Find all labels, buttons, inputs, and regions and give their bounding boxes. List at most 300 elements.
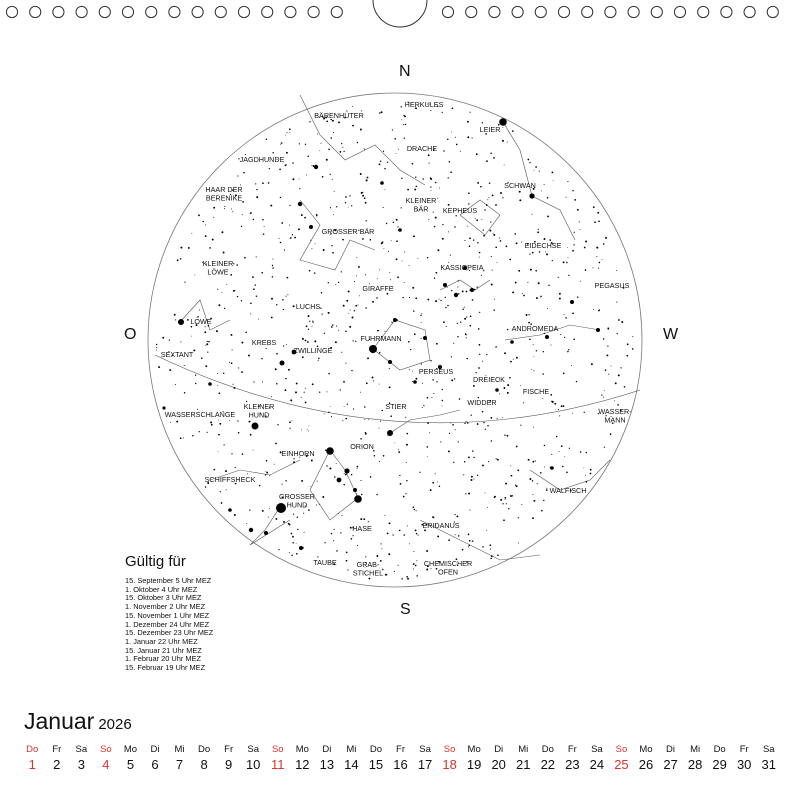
faint-star <box>394 571 395 572</box>
faint-star <box>338 330 339 331</box>
weekday-label: Mi <box>690 744 701 755</box>
faint-star <box>332 252 334 254</box>
constellation-label: STIER <box>385 402 407 411</box>
faint-star <box>469 325 471 327</box>
faint-star <box>487 507 488 508</box>
faint-star <box>230 274 232 276</box>
faint-star <box>401 178 402 179</box>
faint-star <box>336 326 337 327</box>
faint-star <box>381 242 383 244</box>
faint-star <box>457 286 458 287</box>
faint-star <box>495 204 497 206</box>
faint-star <box>207 341 208 342</box>
star <box>178 319 184 325</box>
faint-star <box>174 314 176 316</box>
day-number: 12 <box>295 757 310 772</box>
faint-star <box>493 233 494 234</box>
faint-star <box>406 462 407 463</box>
faint-star <box>180 437 182 439</box>
faint-star <box>301 397 302 398</box>
faint-star <box>490 549 491 550</box>
faint-star <box>234 387 236 389</box>
faint-star <box>364 419 365 420</box>
faint-star <box>464 240 465 241</box>
faint-star <box>412 287 414 289</box>
faint-star <box>428 154 430 156</box>
faint-star <box>162 337 164 339</box>
faint-star <box>320 308 321 309</box>
faint-star <box>237 420 238 421</box>
faint-star <box>399 530 401 532</box>
calendar-day <box>437 744 462 774</box>
faint-star <box>299 188 300 189</box>
faint-star <box>532 252 534 254</box>
faint-star <box>452 424 454 426</box>
day-number: 25 <box>614 757 629 772</box>
faint-star <box>447 139 448 140</box>
calendar-day <box>241 744 266 774</box>
faint-star <box>434 226 435 227</box>
faint-star <box>421 322 422 323</box>
faint-star <box>326 159 328 161</box>
faint-star <box>603 338 605 340</box>
faint-star <box>333 214 334 215</box>
faint-star <box>480 186 482 188</box>
faint-star <box>389 386 391 388</box>
faint-star <box>405 493 406 494</box>
faint-star <box>217 385 218 386</box>
faint-star <box>226 489 227 490</box>
faint-star <box>520 425 521 426</box>
faint-star <box>262 182 264 184</box>
faint-star <box>344 406 345 407</box>
faint-star <box>221 502 223 504</box>
faint-star <box>455 429 456 430</box>
faint-star <box>559 293 561 295</box>
faint-star <box>485 429 486 430</box>
faint-star <box>261 272 263 274</box>
faint-star <box>473 239 474 240</box>
faint-star <box>416 533 418 535</box>
faint-star <box>195 375 196 376</box>
weekday-label: So <box>443 744 456 755</box>
calendar-day <box>634 744 659 774</box>
faint-star <box>559 298 561 300</box>
faint-star <box>439 299 440 300</box>
calendar-day <box>94 744 119 774</box>
faint-star <box>241 226 242 227</box>
faint-star <box>453 343 454 344</box>
faint-star <box>398 149 399 150</box>
faint-star <box>491 256 492 257</box>
faint-star <box>413 563 415 565</box>
faint-star <box>276 383 278 385</box>
faint-star <box>431 397 432 398</box>
day-number: 14 <box>344 757 359 772</box>
faint-star <box>352 317 354 319</box>
faint-star <box>346 552 348 554</box>
faint-star <box>387 162 388 163</box>
faint-star <box>319 504 320 505</box>
constellation-line <box>373 320 430 370</box>
faint-star <box>568 257 569 258</box>
faint-star <box>458 535 460 537</box>
faint-star <box>403 124 404 125</box>
faint-star <box>216 330 218 332</box>
faint-star <box>497 554 499 556</box>
calendar-day <box>315 744 340 774</box>
star <box>309 225 313 229</box>
star <box>208 382 212 386</box>
faint-star <box>437 198 438 199</box>
faint-star <box>465 493 466 494</box>
faint-star <box>454 378 455 379</box>
faint-star <box>309 270 311 272</box>
faint-star <box>280 197 281 198</box>
faint-star <box>422 383 423 384</box>
faint-star <box>220 491 221 492</box>
faint-star <box>250 212 252 214</box>
faint-star <box>527 159 529 161</box>
constellation-line <box>310 450 358 520</box>
faint-star <box>552 260 553 261</box>
faint-star <box>467 121 469 123</box>
faint-star <box>271 317 273 319</box>
faint-star <box>275 368 277 370</box>
faint-star <box>297 529 298 530</box>
faint-star <box>572 250 574 252</box>
faint-star <box>513 359 514 360</box>
star <box>380 181 384 185</box>
faint-star <box>281 142 283 144</box>
faint-star <box>423 405 424 406</box>
faint-star <box>295 391 297 393</box>
faint-star <box>338 121 340 123</box>
faint-star <box>269 475 270 476</box>
faint-star <box>396 258 398 260</box>
faint-star <box>341 352 342 353</box>
faint-star <box>305 388 306 389</box>
faint-star <box>495 346 497 348</box>
faint-star <box>281 222 283 224</box>
calendar-day <box>609 744 634 774</box>
faint-star <box>483 422 484 423</box>
faint-star <box>334 476 335 477</box>
faint-star <box>414 509 416 511</box>
faint-star <box>208 341 210 343</box>
faint-star <box>468 192 470 194</box>
constellation-label: ZWILLINGE <box>293 346 333 355</box>
faint-star <box>449 433 450 434</box>
faint-star <box>577 209 579 211</box>
faint-star <box>482 122 483 123</box>
faint-star <box>499 393 500 394</box>
faint-star <box>559 451 560 452</box>
constellation-label: GROSSER HUND <box>279 492 315 510</box>
faint-star <box>539 171 540 172</box>
faint-star <box>328 412 329 413</box>
faint-star <box>559 415 560 416</box>
faint-star <box>464 318 466 320</box>
faint-star <box>547 197 549 199</box>
faint-star <box>304 392 305 393</box>
faint-star <box>401 207 402 208</box>
calendar-day <box>536 744 561 774</box>
calendar-day <box>658 744 683 774</box>
constellation-line <box>440 280 490 290</box>
faint-star <box>266 460 268 462</box>
faint-star <box>249 421 251 423</box>
weekday-label: So <box>100 744 112 755</box>
faint-star <box>532 214 533 215</box>
faint-star <box>516 242 518 244</box>
faint-star <box>537 231 539 233</box>
faint-star <box>322 176 324 178</box>
faint-star <box>624 386 626 388</box>
faint-star <box>485 492 486 493</box>
faint-star <box>225 470 227 472</box>
faint-star <box>550 467 551 468</box>
faint-star <box>447 287 448 288</box>
calendar-day <box>167 744 192 774</box>
faint-star <box>551 345 552 346</box>
calendar-day <box>69 744 94 774</box>
faint-star <box>457 336 458 337</box>
faint-star <box>177 259 179 261</box>
faint-star <box>533 500 535 502</box>
faint-star <box>205 486 206 487</box>
faint-star <box>597 212 599 214</box>
faint-star <box>551 454 552 455</box>
faint-star <box>566 197 567 198</box>
faint-star <box>286 152 288 154</box>
faint-star <box>250 303 252 305</box>
faint-star <box>405 417 406 418</box>
faint-star <box>410 349 411 350</box>
constellation-label: ANDROMEDA <box>511 324 559 333</box>
faint-star <box>347 404 348 405</box>
faint-star <box>307 341 309 343</box>
faint-star <box>224 208 225 209</box>
faint-star <box>205 365 207 367</box>
faint-star <box>315 243 316 244</box>
faint-star <box>455 514 456 515</box>
faint-star <box>435 300 437 302</box>
faint-star <box>326 391 327 392</box>
faint-star <box>384 331 385 332</box>
star <box>228 508 232 512</box>
faint-star <box>626 355 628 357</box>
calendar-days-row <box>20 744 780 784</box>
faint-star <box>445 297 446 298</box>
faint-star <box>472 450 473 451</box>
faint-star <box>601 394 602 395</box>
constellation-label: BÄRENHÜTER <box>314 111 364 120</box>
faint-star <box>213 217 214 218</box>
faint-star <box>618 319 620 321</box>
faint-star <box>466 291 468 293</box>
faint-star <box>423 178 424 179</box>
constellation-label: KASSIOPEIA <box>440 263 484 272</box>
faint-star <box>238 432 240 434</box>
faint-star <box>399 475 400 476</box>
faint-star <box>479 354 480 355</box>
faint-star <box>258 319 259 320</box>
faint-star <box>365 202 367 204</box>
faint-star <box>493 157 495 159</box>
faint-star <box>365 307 366 308</box>
faint-star <box>341 143 342 144</box>
faint-star <box>199 310 200 311</box>
faint-star <box>354 281 355 282</box>
faint-star <box>632 348 634 350</box>
faint-star <box>416 510 417 511</box>
faint-star <box>435 182 437 184</box>
faint-star <box>580 451 582 453</box>
faint-star <box>445 307 446 308</box>
faint-star <box>330 174 331 175</box>
faint-star <box>386 223 387 224</box>
day-number: 21 <box>516 757 531 772</box>
faint-star <box>396 219 398 221</box>
faint-star <box>404 252 405 253</box>
faint-star <box>370 239 372 241</box>
faint-star <box>436 272 438 274</box>
faint-star <box>504 164 505 165</box>
faint-star <box>442 224 443 225</box>
constellation-label: HAAR DER BERENIKE <box>205 185 243 203</box>
faint-star <box>608 374 609 375</box>
faint-star <box>523 402 524 403</box>
faint-star <box>465 333 467 335</box>
faint-star <box>387 435 388 436</box>
star <box>326 447 334 455</box>
faint-star <box>205 345 206 346</box>
faint-star <box>184 282 185 283</box>
faint-star <box>504 352 506 354</box>
faint-star <box>426 569 428 571</box>
faint-star <box>398 565 399 566</box>
calendar-day <box>192 744 217 774</box>
faint-star <box>511 475 513 477</box>
calendar-day <box>143 744 168 774</box>
faint-star <box>610 365 611 366</box>
day-number: 11 <box>271 757 285 772</box>
faint-star <box>416 186 417 187</box>
faint-star <box>346 560 348 562</box>
faint-star <box>608 327 609 328</box>
weekday-label: Do <box>369 744 383 755</box>
faint-star <box>518 517 519 518</box>
faint-star <box>396 240 398 242</box>
faint-star <box>468 493 470 495</box>
faint-star <box>451 379 453 381</box>
faint-star <box>358 305 359 306</box>
constellation-label: WIDDER <box>467 398 497 407</box>
faint-star <box>289 421 291 423</box>
faint-star <box>469 237 471 239</box>
faint-star <box>476 153 478 155</box>
faint-star <box>431 568 432 569</box>
weekday-label: So <box>615 744 628 755</box>
faint-star <box>219 392 221 394</box>
faint-star <box>464 461 466 463</box>
faint-star <box>193 349 195 351</box>
faint-star <box>455 534 456 535</box>
faint-star <box>564 337 565 338</box>
faint-star <box>379 461 380 462</box>
faint-star <box>491 440 492 441</box>
faint-star <box>210 421 212 423</box>
faint-star <box>456 144 458 146</box>
faint-star <box>351 205 352 206</box>
faint-star <box>335 341 337 343</box>
faint-star <box>326 465 327 466</box>
star <box>596 328 600 332</box>
calendar-day <box>45 744 70 774</box>
faint-star <box>213 207 215 209</box>
faint-star <box>221 231 223 233</box>
faint-star <box>287 294 288 295</box>
day-number: 26 <box>638 757 654 772</box>
day-number: 31 <box>761 757 776 772</box>
faint-star <box>355 305 357 307</box>
faint-star <box>543 351 544 352</box>
faint-star <box>532 480 534 482</box>
constellation-label: GROSSER BÄR <box>321 227 375 236</box>
validity-line: 15. Januar 21 Uhr MEZ <box>125 645 202 655</box>
faint-star <box>409 297 410 298</box>
faint-star <box>253 450 254 451</box>
faint-star <box>540 472 542 474</box>
faint-star <box>383 207 384 208</box>
compass-north: N <box>399 63 411 80</box>
faint-star <box>265 471 266 472</box>
faint-star <box>507 142 508 143</box>
faint-star <box>458 441 459 442</box>
faint-star <box>479 252 480 253</box>
faint-star <box>568 349 569 350</box>
faint-star <box>415 297 417 299</box>
faint-star <box>567 181 568 182</box>
faint-star <box>229 362 230 363</box>
faint-star <box>510 361 512 363</box>
faint-star <box>547 308 548 309</box>
faint-star <box>308 315 310 317</box>
faint-star <box>497 418 498 419</box>
faint-star <box>293 305 295 307</box>
faint-star <box>362 238 364 240</box>
faint-star <box>507 329 508 330</box>
faint-star <box>431 190 432 191</box>
faint-star <box>514 233 516 235</box>
faint-star <box>443 321 445 323</box>
faint-star <box>383 151 384 152</box>
day-number: 27 <box>663 757 678 772</box>
faint-star <box>302 338 304 340</box>
faint-star <box>203 221 204 222</box>
day-number: 16 <box>393 757 408 772</box>
faint-star <box>242 453 244 455</box>
faint-star <box>458 280 459 281</box>
faint-star <box>522 293 523 294</box>
faint-star <box>547 215 549 217</box>
faint-star <box>205 235 207 237</box>
faint-star <box>366 220 367 221</box>
faint-star <box>502 127 503 128</box>
faint-star <box>285 135 286 136</box>
faint-star <box>483 229 484 230</box>
